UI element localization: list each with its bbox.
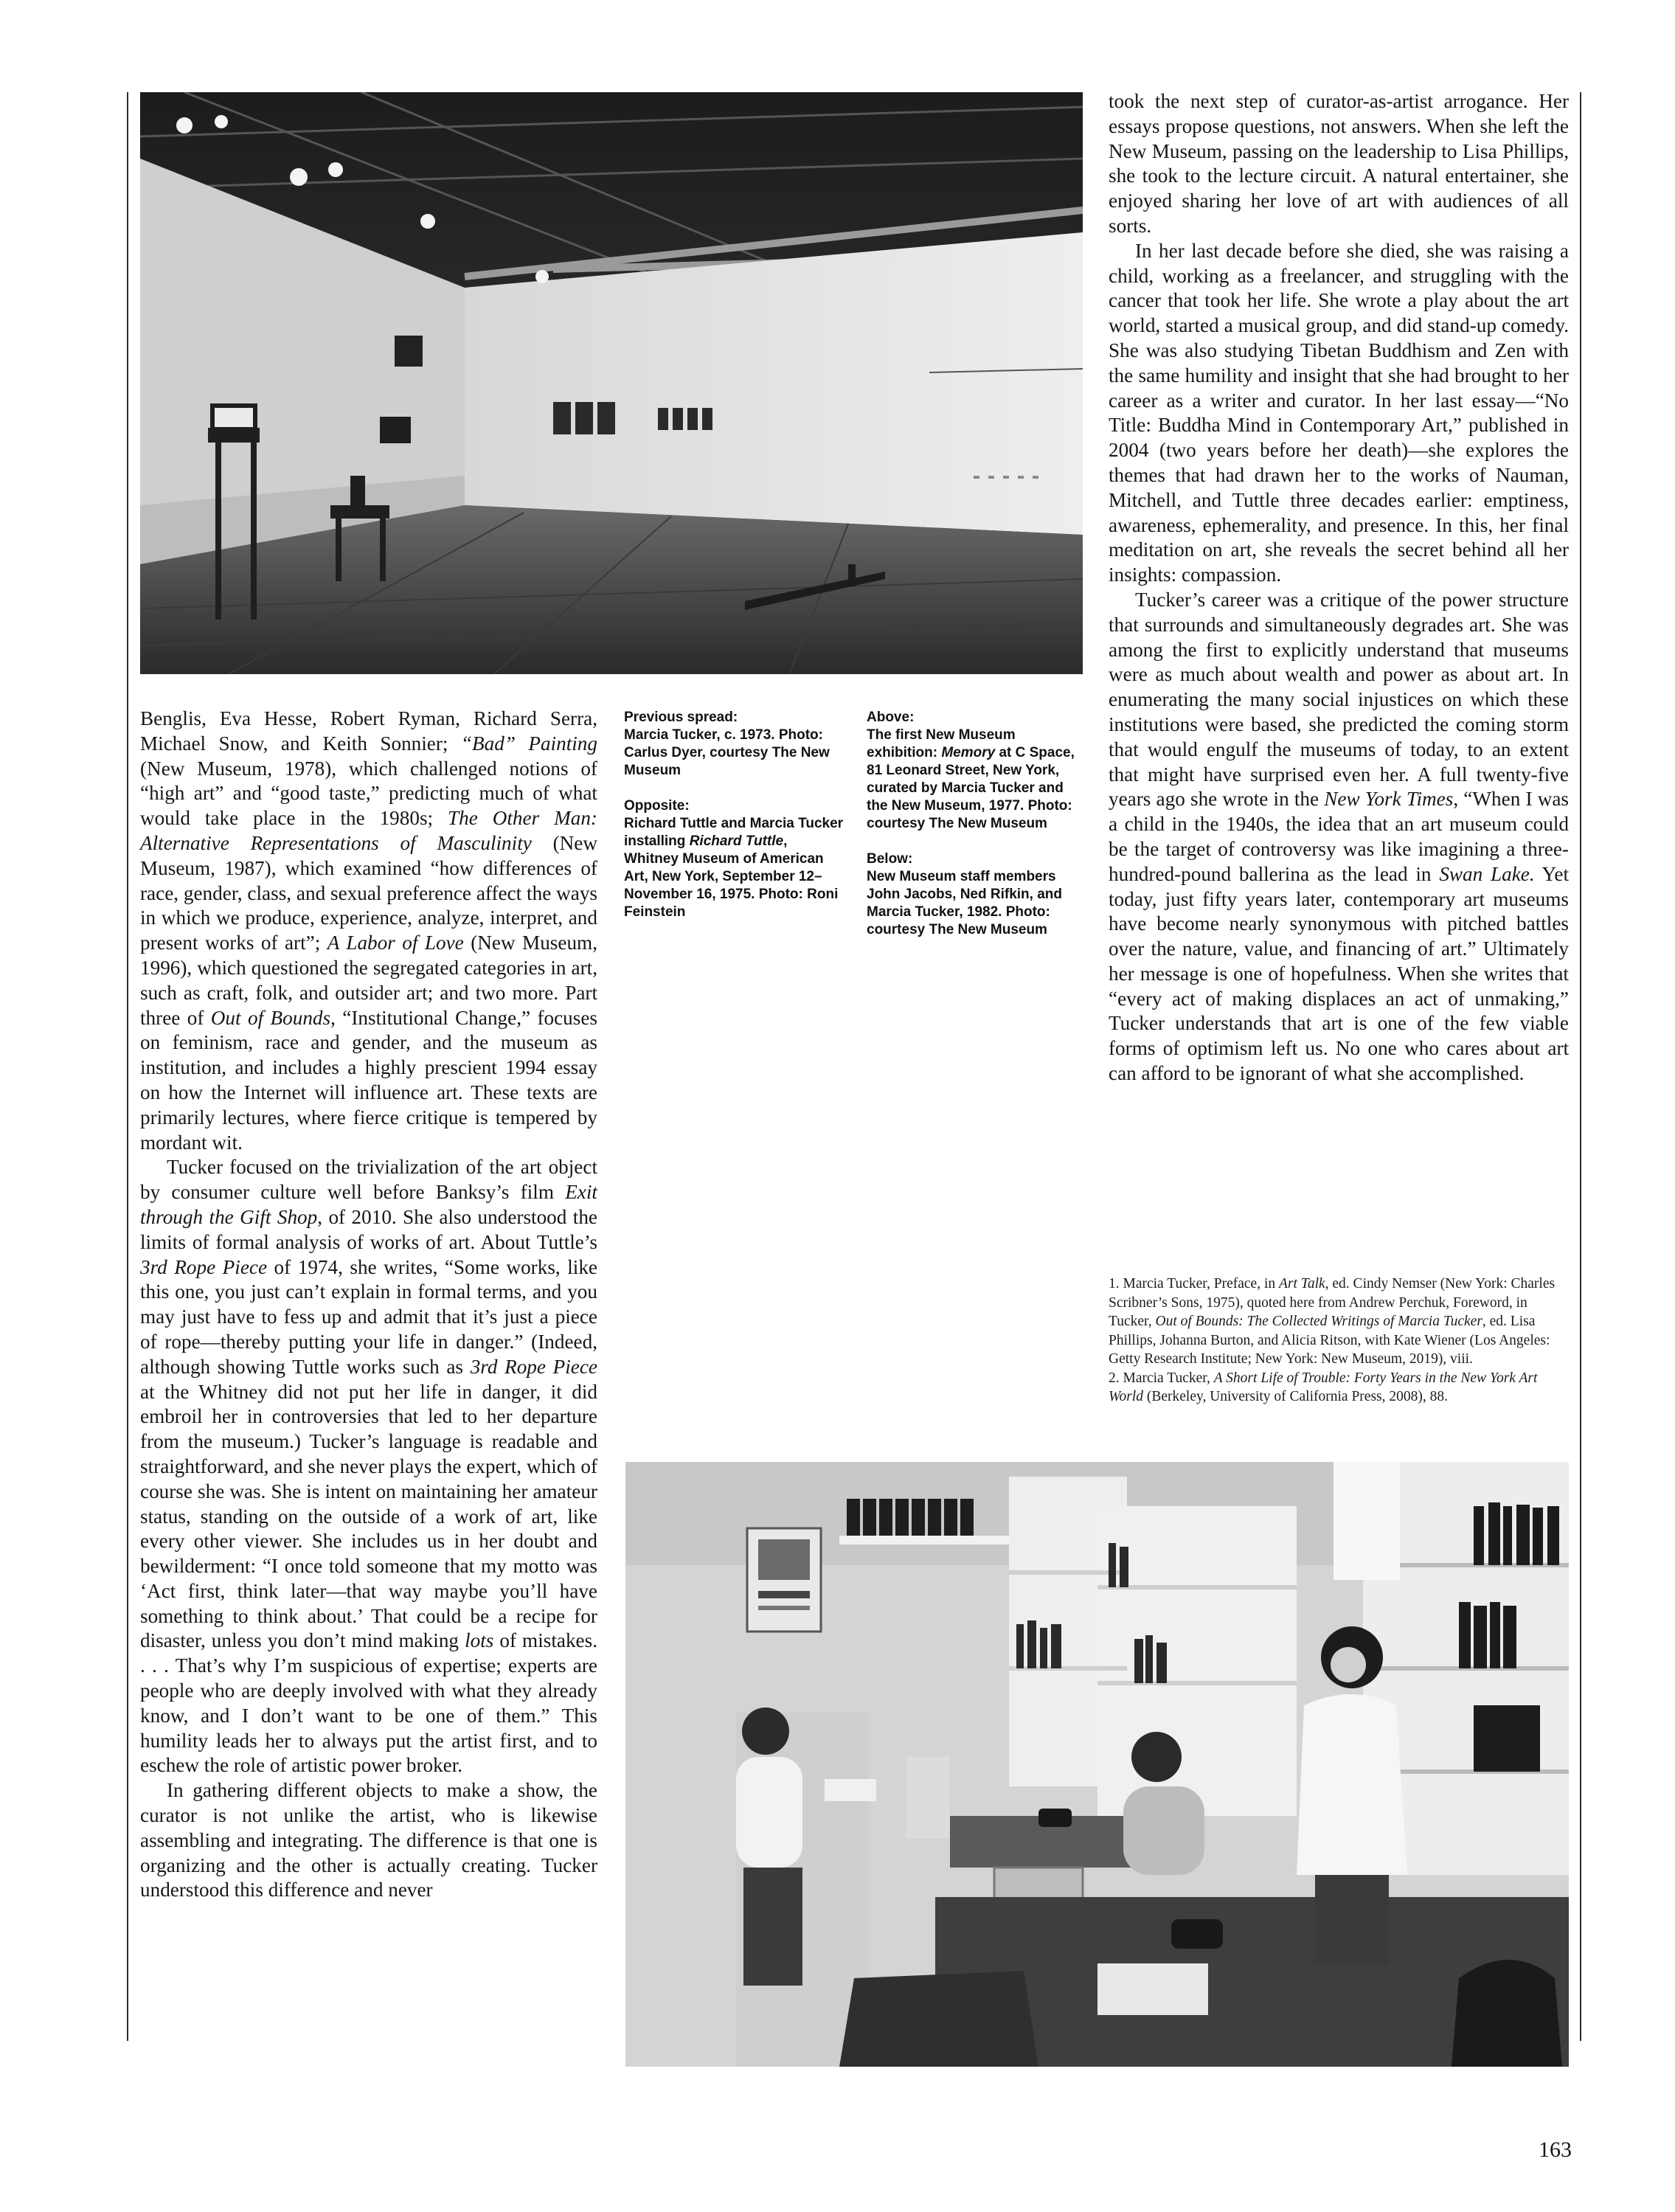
left-column-rule: [127, 92, 128, 2041]
caption-title: Richard Tuttle: [689, 833, 784, 849]
right-paragraph-3: [1109, 588, 1569, 1086]
right-body-column: [1109, 89, 1569, 1086]
museum-staff-office-photo: [625, 1462, 1569, 2067]
left-paragraph-1: [140, 707, 597, 1155]
title-art-talk: Art Talk: [1278, 1276, 1325, 1292]
title-3rd-rope-piece: 3rd Rope Piece: [470, 1355, 597, 1378]
text-span: , “When I was a child in the 1940s, the idea that an art museum could be the target of controversy was like imagining a three-hundred-pound ballerina as the lead in: [1109, 788, 1569, 885]
title-short-life-of-trouble: A Short Life of Trouble: Forty Years in the New York Art World: [1109, 1370, 1538, 1404]
text-span: Yet today, just fifty years later, contemporary art museums have become nearly synonymous with pitched battles over the nature, value, and financing of art.” Ultimately her message is one of hopefulness. When she writes that “every act of making displaces an act of unmaking,” Tucker understands that art is one of the few viable forms of optimism left us. No one who cares about art can afford to be ignorant of what she accomplished.: [1109, 862, 1569, 1085]
text-span: , ed. Lisa Phillips, Johanna Burton, and Alicia Ritson, with Kate Wiener (Los Angeles: Getty Research Institute; New York: New Museum, 2019), viii.: [1109, 1314, 1550, 1367]
caption-opposite: [624, 797, 845, 921]
title-exit-through-the-gift-shop: Exit through the Gift Shop: [140, 1181, 597, 1228]
text-span: at C Space, 81 Leonard Street, New York, curated by Marcia Tucker and the New Museum, 1977. Photo: courtesy The New Museum: [867, 745, 1075, 831]
gallery-installation-photo: [140, 92, 1083, 674]
text-span: of 1974, she writes, “Some works, like this one, you just can’t explain in formal terms, and you may just have to fess up and admit that it’s just a piece of rope—thereby putting your life in danger.” (Indeed, although showing Tuttle works such as: [140, 1255, 597, 1378]
right-paragraph-1: took the next step of curator-as-artist arrogance. Her essays propose questions, not answers. When she left the New Museum, passing on the leadership to Lisa Phillips, she took to the lecture circuit. A natural entertainer, she enjoyed sharing her love of art with audiences of all sorts.: [1109, 90, 1569, 237]
text-span: , “Institutional Change,” focuses on feminism, race and gender, and the museum as institution, and includes a highly prescient 1994 essay on how the Internet will influence art. These texts are primarily lectures, where fierce critique is tempered by mordant wit.: [140, 1006, 598, 1154]
text-span: (New Museum, 1987), which examined “how differences of race, gender, class, and sexual preference affect the ways in which we produce, experience, analyze, interpret, and present works of art”;: [140, 831, 598, 954]
title-a-labor-of-love: A Labor of Love: [327, 932, 464, 954]
text-span: Tucker’s career was a critique of the power structure that surrounds and simultaneously degrades art. She was among the first to explicitly understand that museums were as much about wealth and power as about art. In enumerating the many social injustices on which these institutions were based, she predicted the coming storm that would engulf the museums of today, to an extent that might have surprised even her. A full twenty-five years ago she wrote in the: [1109, 588, 1569, 811]
text-span: (New Museum, 1978), which challenged notions of “high art” and “good taste,” predicting much of what would take place in the 1980s;: [140, 757, 597, 830]
text-span: at the Whitney did not put her life in danger, it did embroil her in controversies that led to her departure from the museum.) Tucker’s language is readable and straightforward, and she never plays the expert, which of course she was. She is intent on maintaining her amateur status, standing on the outside of a work of art, like every other viewer. She includes us in her doubt and bewilderment: “I once told someone that my motto was ‘Act first, think later—that way maybe you’ll have something to think about.’ That could be a recipe for disaster, unless you don’t mind making: [140, 1380, 597, 1652]
left-paragraph-3: In gathering different objects to make a show, the curator is not unlike the artist, who is likewise assembling and integrating. The difference is that one is organizing and the other is actually creating. Tucker understood this difference and never: [140, 1779, 597, 1901]
title-the-other-man: The Other Man: Alternative Representations of Masculinity: [140, 807, 597, 854]
right-paragraph-2: In her last decade before she died, she was raising a child, working as a freelancer, and struggling with the cancer that took her life. She wrote a play about the art world, started a musical group, and did stand-up comedy. She was also studying Tibetan Buddhism and Zen with the same humility and insight that she had brought to her career as a writer and curator. In her last essay—“No Title: Buddha Mind in Contemporary Art,” published in 2004 (two years before her death)—she explores the themes that had drawn her to the works of Nauman, Mitchell, and Tuttle three decades earlier: emptiness, awareness, ephemerality, and presence. In this, her final meditation on art, she reveals the secret behind all her insights: compassion.: [1109, 239, 1569, 586]
text-span: , ed. Cindy Nemser (New York: Charles Scribner’s Sons, 1975), quoted here from Andrew Perchuk, Foreword, in Tucker,: [1109, 1276, 1556, 1329]
text-span: The first New Museum exhibition:: [867, 727, 1016, 760]
caption-previous-spread: [624, 709, 845, 780]
caption-column-left: [624, 709, 845, 939]
caption-label: Opposite:: [624, 798, 690, 814]
footnote-2: [1109, 1369, 1569, 1407]
text-span: 1. Marcia Tucker, Preface, in: [1109, 1276, 1279, 1292]
page-number: 163: [1539, 2138, 1572, 2162]
right-column-rule: [1580, 92, 1581, 2041]
caption-label: Above:: [867, 710, 915, 725]
text-span: , Whitney Museum of American Art, New York, September 12–November 16, 1975. Photo: Roni Feinstein: [624, 833, 839, 920]
text-span: Tucker focused on the trivialization of the art object by consumer culture well before Banksy’s film: [140, 1156, 597, 1204]
title-new-york-times: New York Times: [1324, 788, 1454, 811]
emphasis-lots: lots: [465, 1629, 494, 1652]
caption-above: [867, 709, 1081, 833]
left-paragraph-2: [140, 1155, 597, 1778]
footnotes: [1109, 1275, 1569, 1407]
text-span: 2. Marcia Tucker,: [1109, 1370, 1214, 1386]
title-3rd-rope-piece: 3rd Rope Piece: [140, 1255, 268, 1278]
caption-text: [867, 727, 1081, 833]
title-bad-painting: “Bad” Painting: [460, 732, 597, 755]
text-span: , of 2010. She also understood the limits of formal analysis of works of art. About Tuttle’s: [140, 1205, 597, 1253]
text-span: Richard Tuttle and Marcia Tucker installing: [624, 816, 844, 849]
text-span: (Berkeley, University of California Press, 2008), 88.: [1142, 1389, 1448, 1404]
text-span: Benglis, Eva Hesse, Robert Ryman, Richard Serra, Michael Snow, and Keith Sonnier;: [140, 707, 597, 755]
left-body-column: [140, 707, 597, 1903]
caption-label: Previous spread:: [624, 710, 738, 725]
caption-title: Memory: [941, 745, 996, 760]
caption-text: [624, 815, 845, 921]
text-span: (New Museum, 1996), which questioned the segregated categories in art, such as craft, folk, and outsider art; and two more. Part three of: [140, 932, 597, 1029]
text-span: of mistakes. . . . That’s why I’m suspicious of expertise; experts are people who are deeply involved with what they already know, and I don’t want to be one of them.” This humility leads her to always put the artist first, and to eschew the role of artistic power broker.: [140, 1629, 598, 1777]
caption-below: [867, 850, 1081, 939]
caption-label: Below:: [867, 851, 913, 867]
title-out-of-bounds: Out of Bounds: The Collected Writings of Marcia Tucker: [1155, 1314, 1482, 1329]
footnote-1: [1109, 1275, 1569, 1369]
caption-text: New Museum staff members John Jacobs, Ned Rifkin, and Marcia Tucker, 1982. Photo: courtesy The New Museum: [867, 869, 1062, 937]
title-swan-lake: Swan Lake.: [1439, 862, 1535, 885]
title-out-of-bounds: Out of Bounds: [210, 1006, 331, 1029]
caption-text: Marcia Tucker, c. 1973. Photo: Carlus Dyer, courtesy The New Museum: [624, 727, 830, 778]
caption-column-right: [867, 709, 1081, 957]
